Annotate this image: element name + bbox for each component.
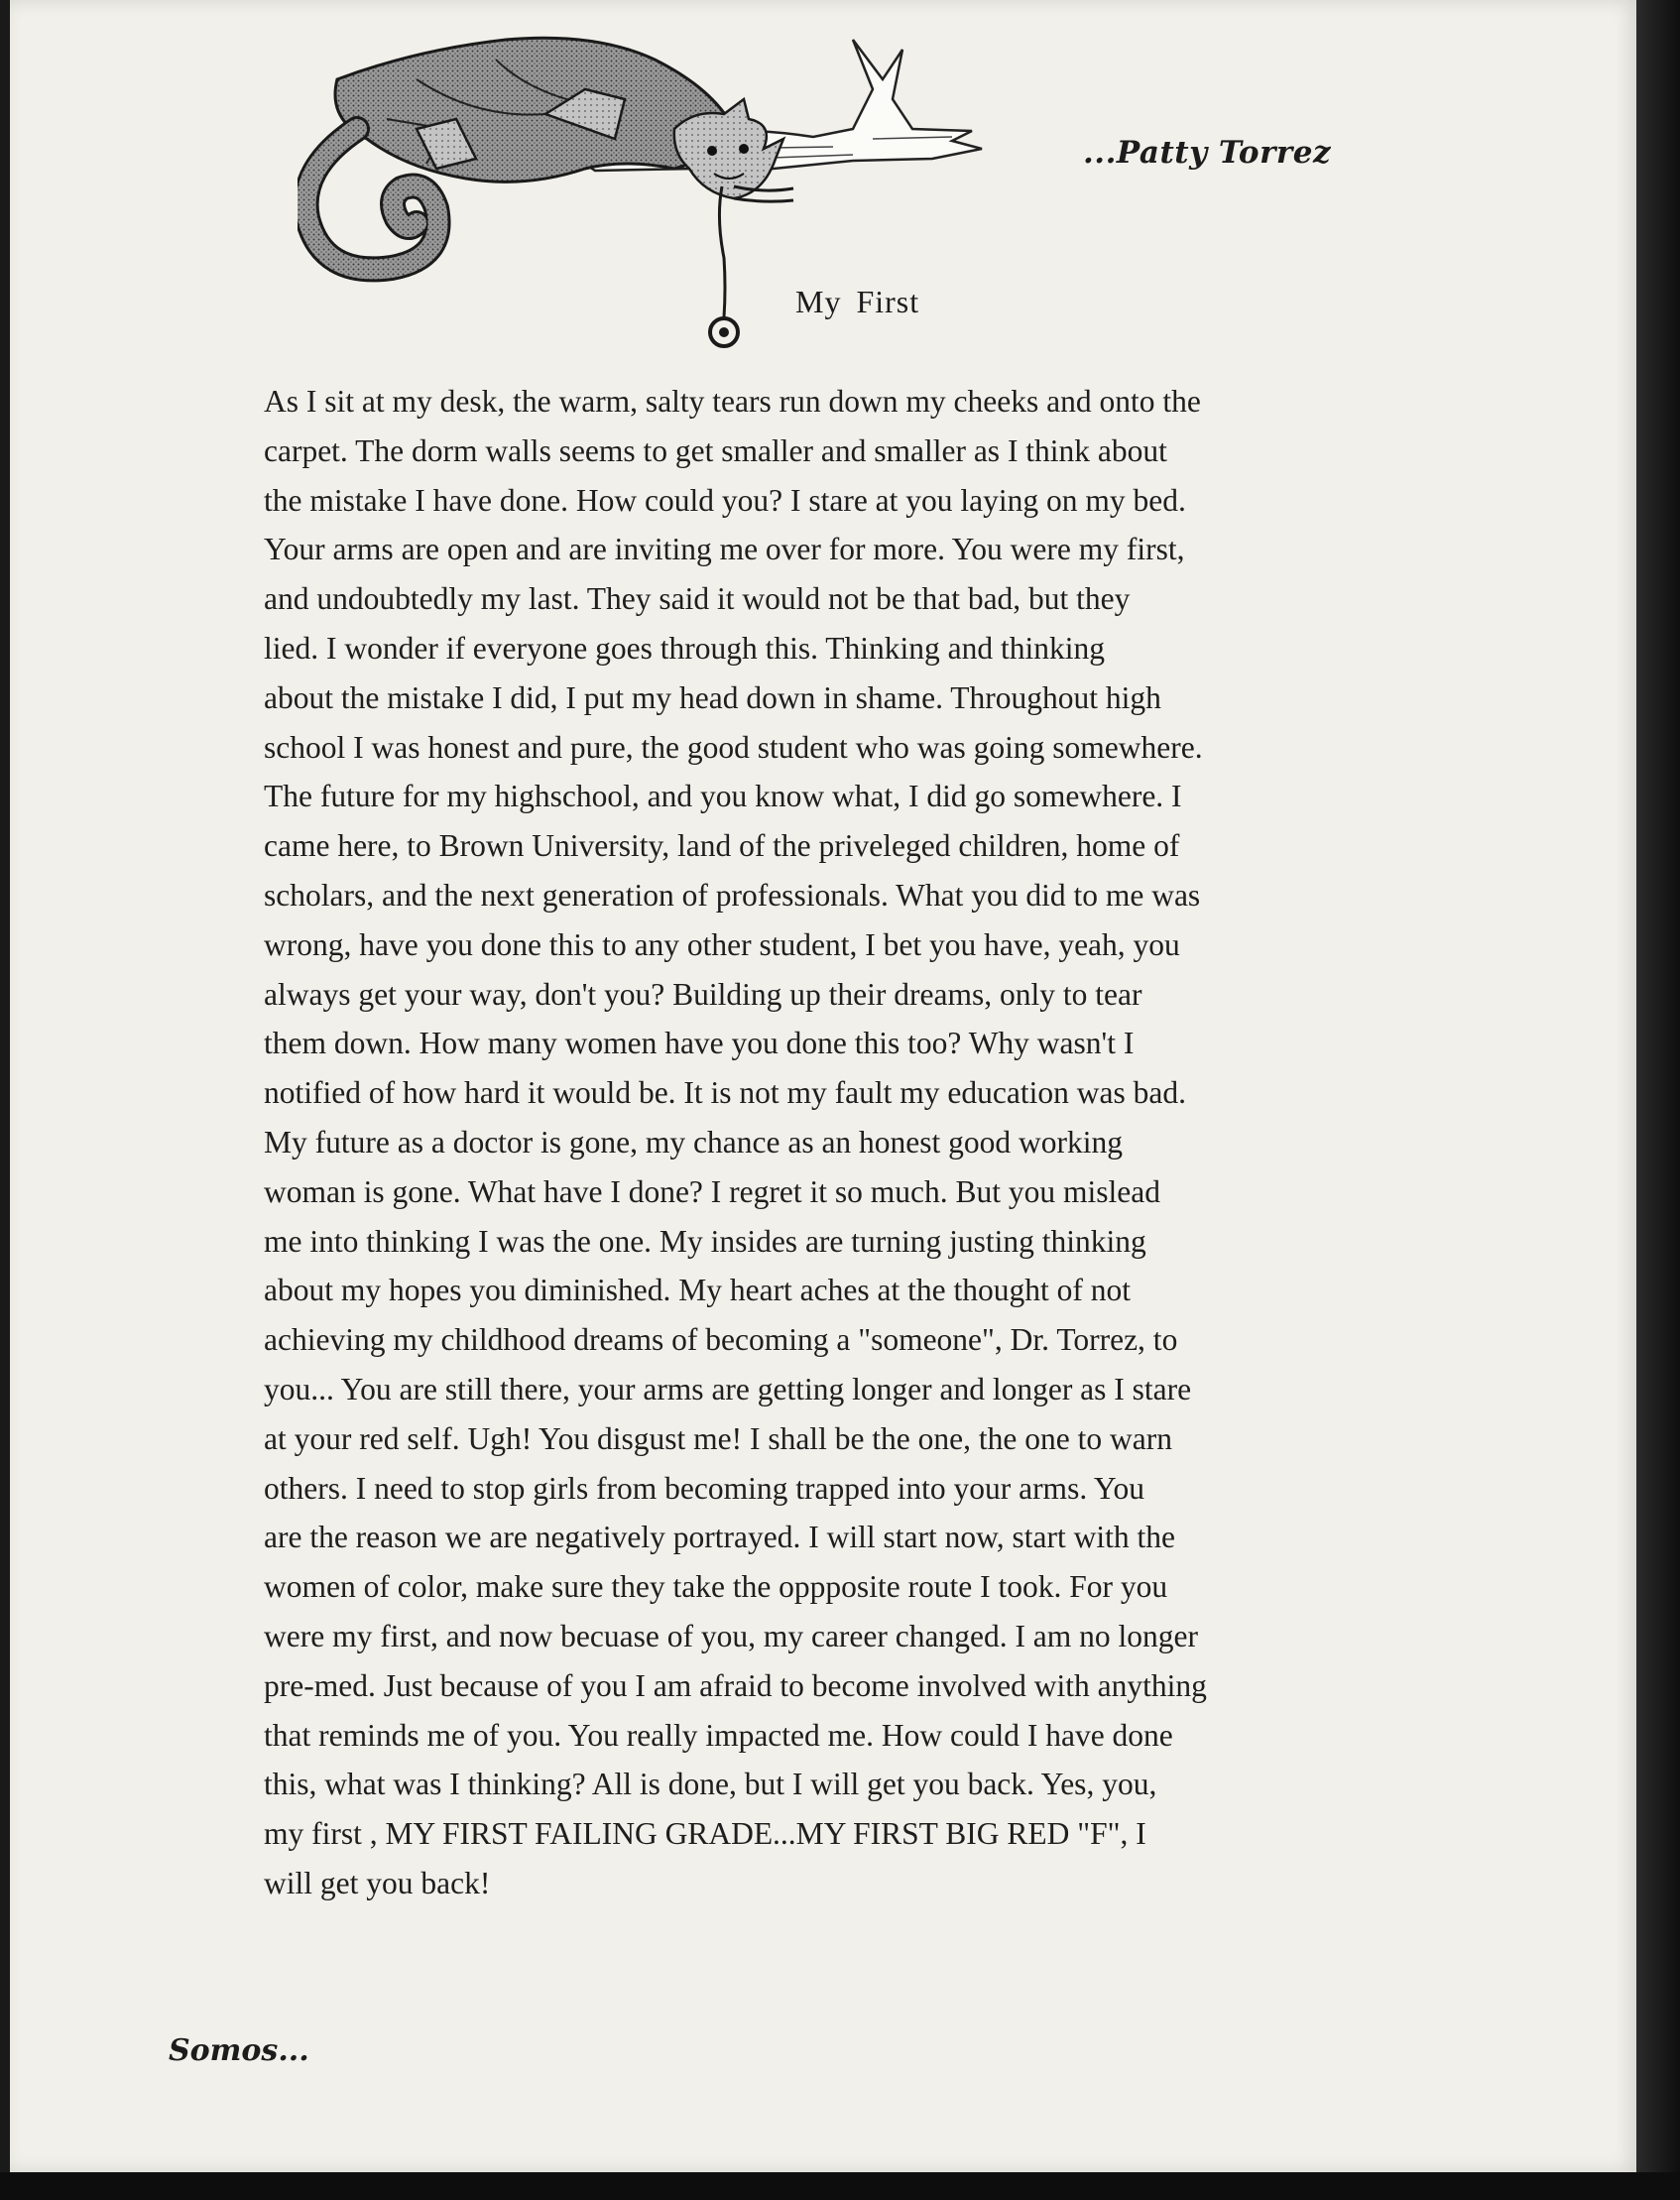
page-title: My First bbox=[795, 284, 920, 319]
book-spine-edge bbox=[1636, 0, 1680, 2200]
footer-label: Somos... bbox=[169, 2033, 309, 2068]
lizard-body bbox=[335, 38, 734, 182]
poem-body: As I sit at my desk, the warm, salty tears run down my cheeks and onto the carpet. The dorm walls seems to get smaller and smaller as I think about the mistake I have done. How could you? I stare at you laying on my bed. Your arms are open and are inviting me over for more. You were my first, and undoubtedly my last. They said it would not be that bad, but they lied. I wonder if everyone goes through this. Thinking and thinking about the mistake I did, I put my head down in shame. Throughout high school I was honest and pure, the good student who was going somewhere. The future for my highschool, and you know what, I did go somewhere. I came here, to Brown University, land of the priveleged children, home of scholars, and the next generation of professionals. What you did to me was wrong, have you done this to any other student, I bet you have, yeah, you always get your way, don't you? Building up their dreams, only to tear them down. How many women have you done this too? Why wasn't I notified of how hard it would be. It is not my fault my education was bad. My future as a doctor is gone, my chance as an honest good working woman is gone. What have I done? I regret it so much. But you mislead me into thinking I was the one. My insides are turning justing thinking about my hopes you diminished. My heart aches at the thought of not achieving my childhood dreams of becoming a "someone", Dr. Torrez, to you... You are still there, your arms are getting longer and longer as I stare at your red self. Ugh! You disgust me! I shall be the one, the one to warn others. I need to stop girls from becoming trapped into your arms. You are the reason we are negatively portrayed. I will start now, start with the women of color, make sure they take the oppposite route I took. For you were my first, and now becuase of you, my career changed. I am no longer pre-med. Just because of you I am afraid to become involved with anything that reminds me of you. You really impacted me. How could I have done this, what was I thinking? All is done, but I will get you back. Yes, you, my first , MY FIRST FAILING GRADE...MY FIRST BIG RED "F", I will get you back! bbox=[264, 384, 1207, 1900]
author-name: ...Patty Torrez bbox=[1083, 135, 1332, 171]
page-bottom-edge bbox=[0, 2172, 1680, 2200]
page bbox=[10, 0, 1636, 2172]
